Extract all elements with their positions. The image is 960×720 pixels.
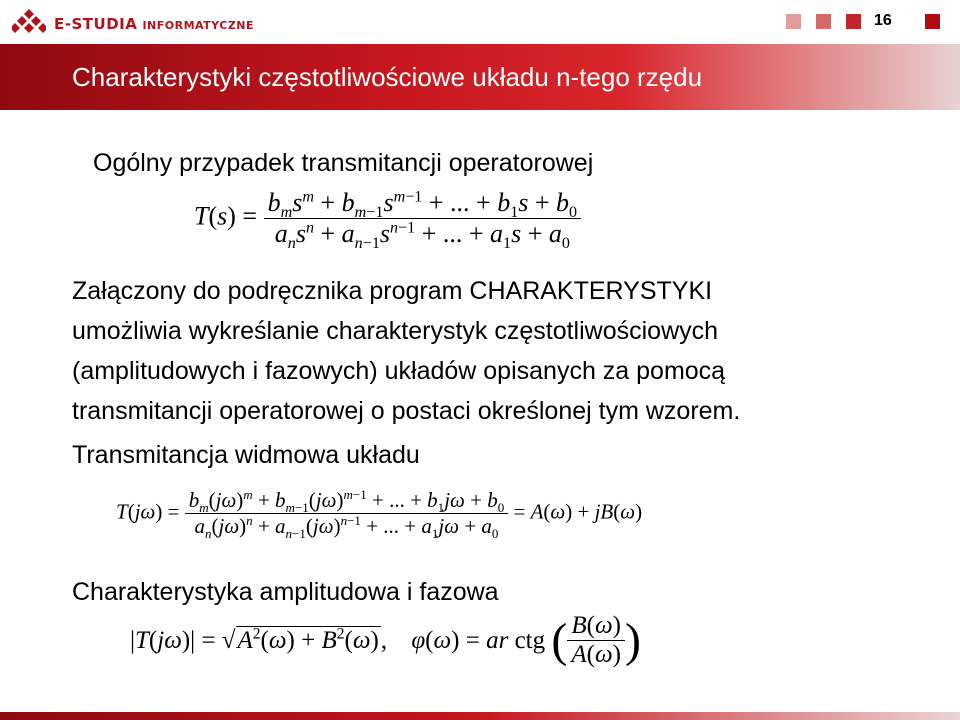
logo-text [54,14,254,33]
formula-transfer-function: T(s) = $\frac{b_ms^m + b_{m-1}s^{m-1} + ... + b_1s + b_0}{a_ns^n + a_{n-1}s^{n-1} + ... + a_1s + a_0}$ [194,188,581,249]
line-general-case: Ogólny przypadek transmitancji operatorowej [93,149,594,177]
paragraph-line-1: Załączony do podręcznika program CHARAKTERYSTYKI [72,277,713,305]
line-spectral-transmittance: Transmitancja widmowa układu [72,441,420,469]
paragraph-line-3: (amplitudowych i fazowych) układów opisanych za pomocą [72,357,726,385]
logo-text-big: E-STUDIA [54,14,138,33]
square-4 [925,14,940,29]
slide-title: Charakterystyki częstotliwościowe układu n-tego rzędu [72,62,703,92]
bottom-bar [0,712,960,720]
header-squares [786,14,876,29]
square-1 [786,14,801,29]
formula-amplitude-phase: $|T(j\omega)| = √A^2(\omega) + B^2(\omega)$, φ(ω) = ar ctg ( $\frac{B(\omega)}{A(\omega)}$ ) [130,612,641,668]
page-number: 16 [874,12,892,29]
square-3 [846,14,861,29]
logo-text-small: INFORMATYCZNE [142,18,255,32]
formula-spectral-transmittance: T(jω) = $\frac{b_m(j\omega)^m + b_{m-1}(j\omega)^{m-1} + ... + b_1j\omega + b_0}{a_n(j\omega)^n + a_{n-1}(j\omega)^{n-1} + ... + a_1j\omega + a_0}$ = A(ω) + jB(ω) [116,487,643,542]
logo-icon [12,7,46,39]
square-2 [816,14,831,29]
paragraph-line-4: transmitancji operatorowej o postaci określonej tym wzorem. [72,397,741,425]
logo [12,6,272,40]
title-bar [0,44,960,110]
line-amplitude-phase: Charakterystyka amplitudowa i fazowa [72,578,499,606]
paragraph-line-2: umożliwia wykreślanie charakterystyk częstotliwościowych [72,317,719,345]
